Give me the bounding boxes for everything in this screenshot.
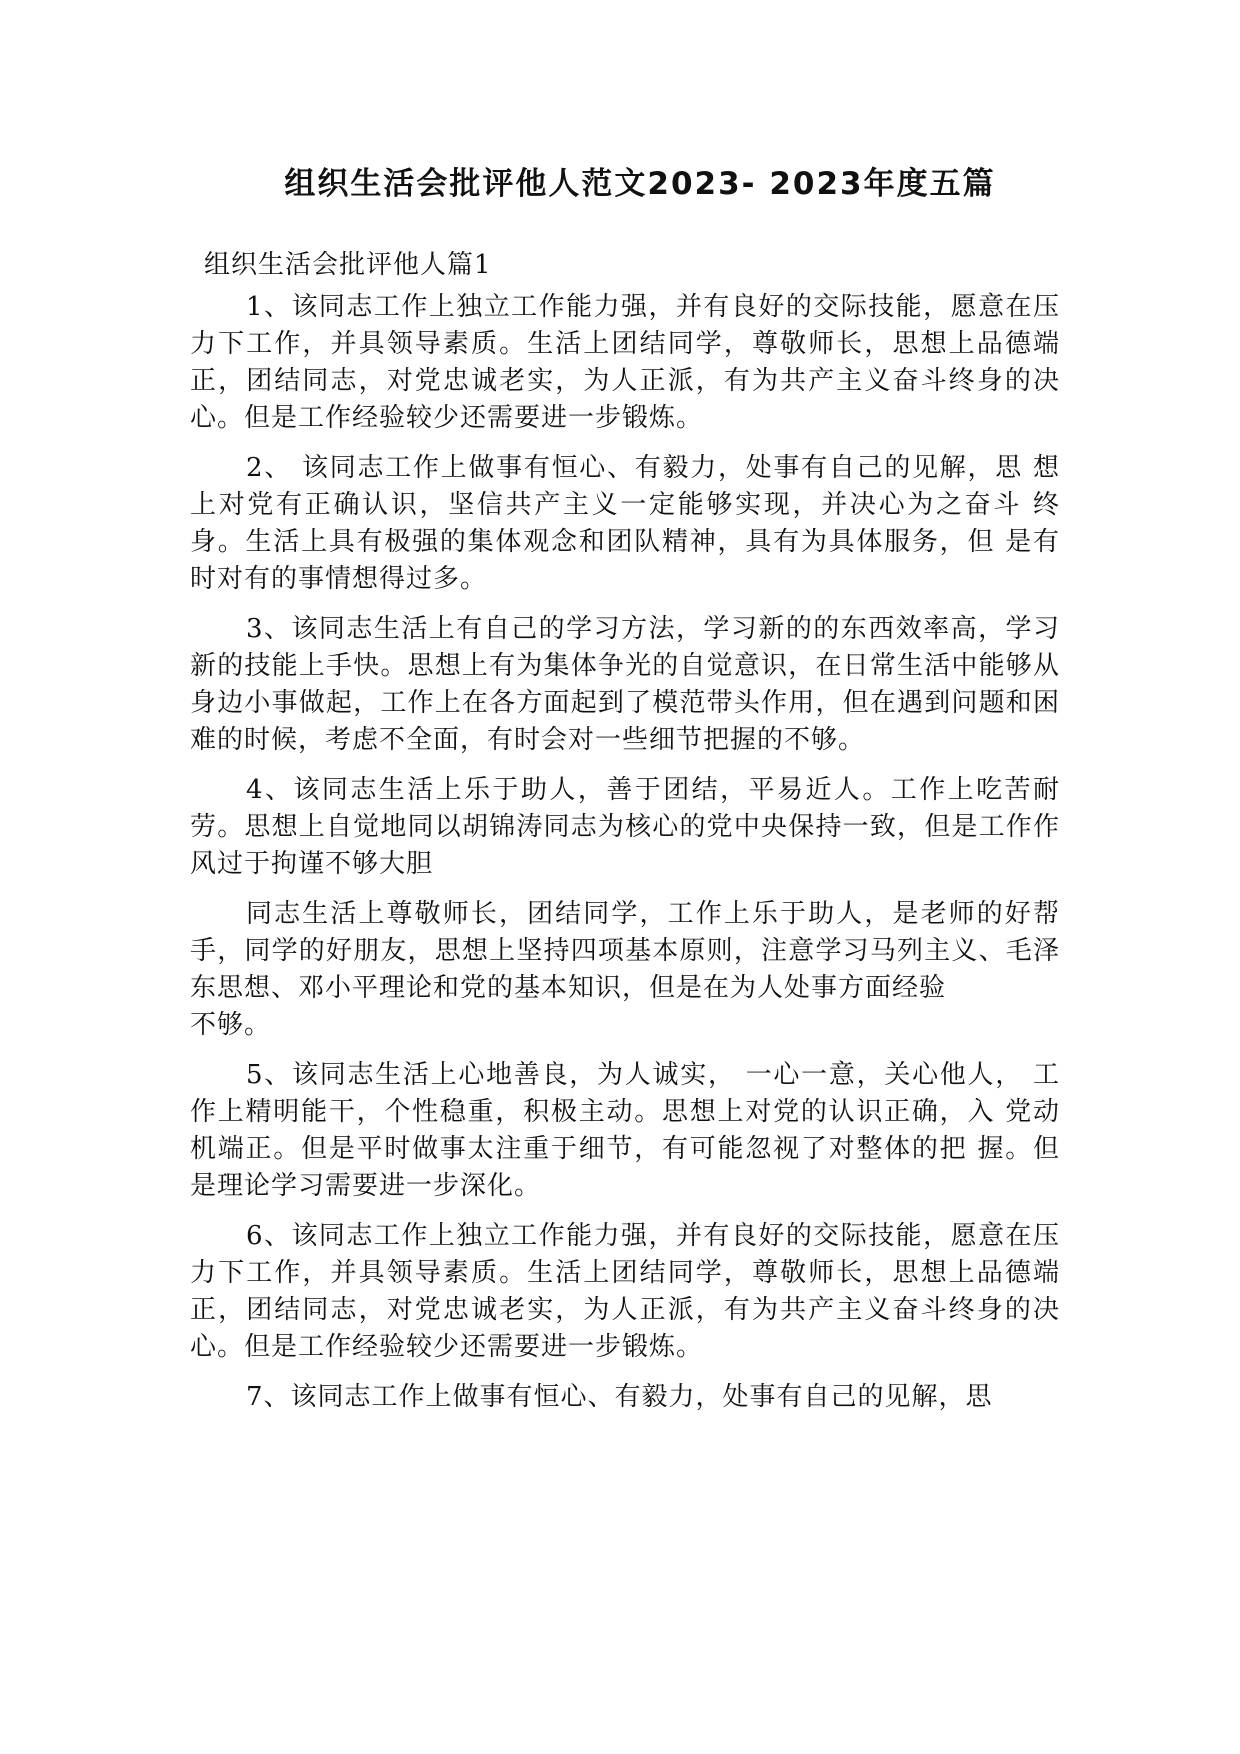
paragraph-5-continuation: 不够。 <box>190 1010 272 1040</box>
paragraph-5: 同志生活上尊敬师长，团结同学，工作上乐于助人，是老师的好帮手，同学的好朋友，思想上坚持四项基本原则，注意学习马列主义、毛泽东思想、邓小平理论和党的基本知识，但是在为人处事方面经验 <box>190 899 1060 1003</box>
paragraph-1: 1、该同志工作上独立工作能力强，并有良好的交际技能，愿意在压力下工作，并具领导素质。生活上团结同学，尊敬师长，思想上品德端正，团结同志，对党忠诚老实，为人正派，有为共产主义奋斗终身的决心。但是工作经验较少还需要进一步锻炼。 <box>190 292 1060 433</box>
paragraph-7: 6、该同志工作上独立工作能力强，并有良好的交际技能，愿意在压力下工作，并具领导素质。生活上团结同学，尊敬师长，思想上品德端正，团结同志，对党忠诚老实，为人正派，有为共产主义奋斗终身的决心。但是工作经验较少还需要进一步锻炼。 <box>190 1221 1060 1362</box>
document-body <box>190 289 1060 1429</box>
paragraph-8: 7、该同志工作上做事有恒心、有毅力，处事有自己的见解，思 <box>246 1382 993 1412</box>
section-heading: 组织生活会批评他人篇1 <box>204 250 492 280</box>
paragraph-4: 4、该同志生活上乐于助人，善于团结，平易近人。工作上吃苦耐劳。思想上自觉地同以胡锦涛同志为核心的党中央保持一致，但是工作作风过于拘谨不够大胆 <box>190 775 1060 879</box>
paragraph-3: 3、该同志生活上有自己的学习方法，学习新的的东西效率高，学习新的技能上手快。思想上有为集体争光的自觉意识，在日常生活中能够从身边小事做起，工作上在各方面起到了模范带头作用，但在遇到问题和困难的时候，考虑不全面，有时会对一些细节把握的不够。 <box>190 614 1060 755</box>
paragraph-6: 5、该同志生活上心地善良，为人诚实， 一心一意，关心他人， 工作上精明能干，个性稳重，积极主动。思想上对党的认识正确，入 党动机端正。但是平时做事太注重于细节，有可能忽视了对整体的把 握。但是理论学习需要进一步深化。 <box>190 1060 1060 1201</box>
paragraph-2: 2、 该同志工作上做事有恒心、有毅力，处事有自己的见解，思 想上对党有正确认识，坚信共产主义一定能够实现，并决心为之奋斗 终身。生活上具有极强的集体观念和团队精神，具有为具体服务，但 是有时对有的事情想得过多。 <box>190 453 1060 594</box>
page-title: 组织生活会批评他人范文2023- 2023年度五篇 <box>284 166 996 202</box>
